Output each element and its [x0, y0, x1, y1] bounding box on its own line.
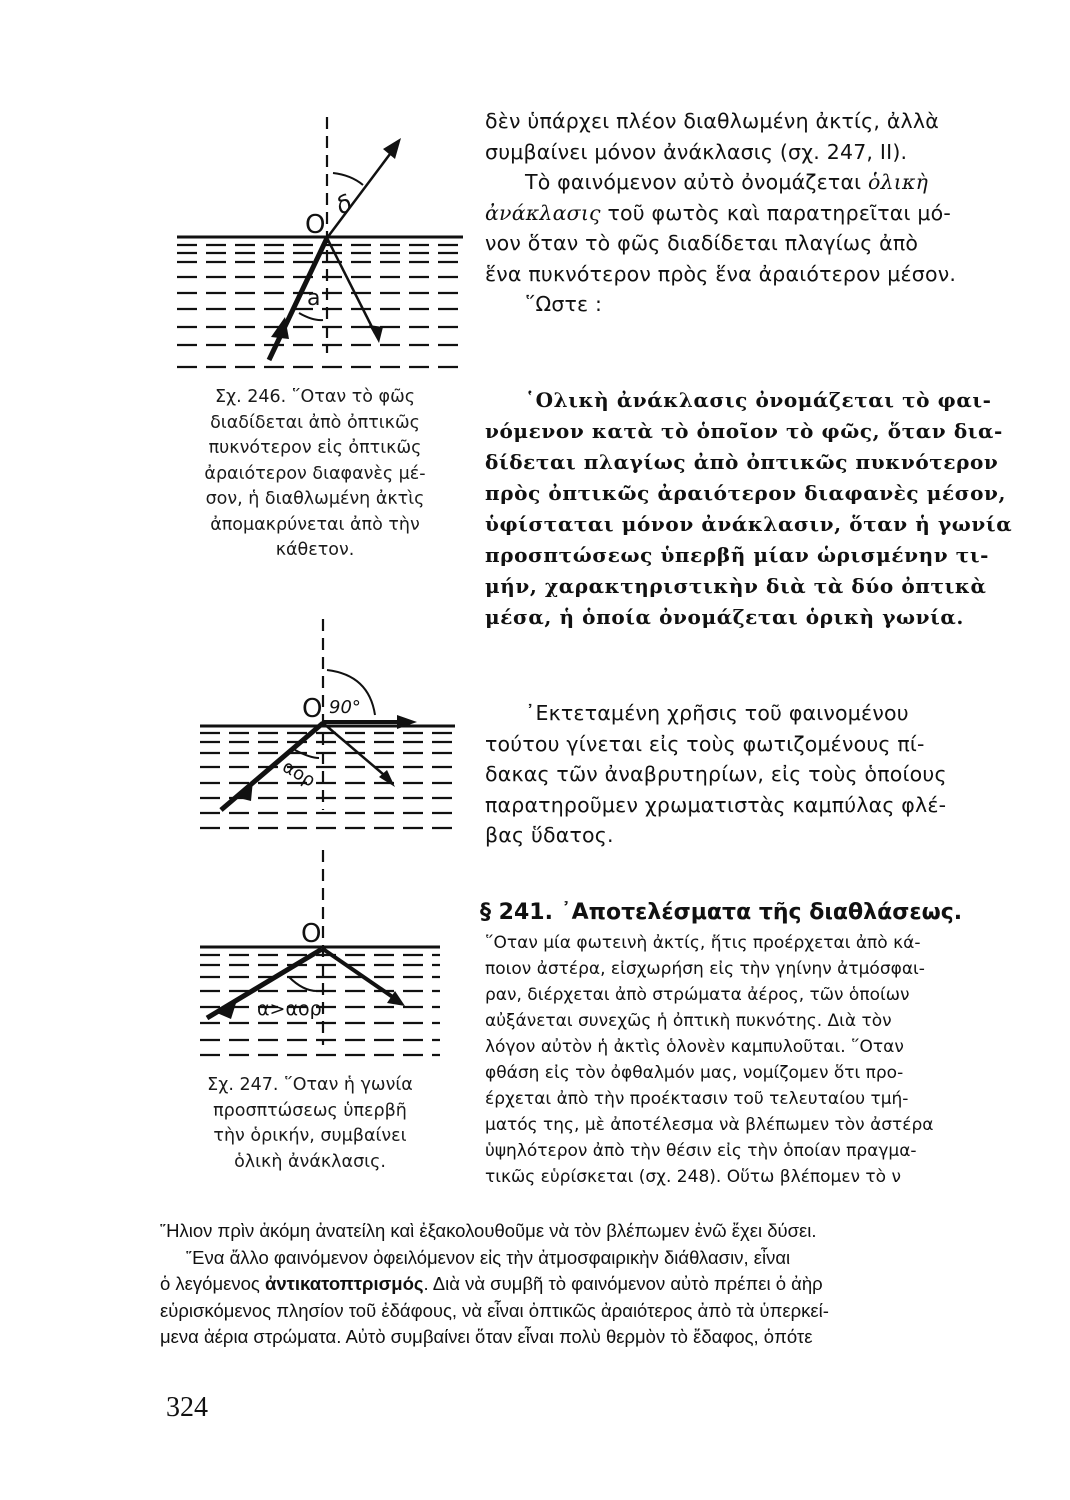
label-90-degrees: 90° [329, 697, 361, 718]
label-origin: O [305, 210, 326, 240]
label-angle-relation: α>αορ [257, 998, 322, 1020]
section-heading: § 241. ᾿Αποτελέσματα τῆς διαθλάσεως. [480, 900, 963, 925]
label-origin: O [302, 694, 323, 724]
figure-247-caption: Σχ. 247. ῞Οταν ἡ γωνία προσπτώσεως ὑπερβῆ τὴν ὁρικήν, συμβαίνει ὁλικὴ ἀνάκλασις. [207, 1075, 413, 1172]
paragraph-fountains: ᾿Εκτεταμένη χρῆσις τοῦ φαινομένου τούτου γίνεται εἰς τοὺς φωτιζομένους πί- δακας τῶν ἀναβρυτηρίων, εἰς τοὺς ὁποίους παρατηροῦμεν χρωματιστὰς καμπύλας φλέ- βας ὕδατος. [485, 701, 947, 847]
line: Τὸ φαινόμενον αὐτὸ ὀνομάζεται ὁλικὴ [525, 170, 929, 194]
full-width-text: ῞Ηλιον πρὶν ἀκόμη ἀνατείλη καὶ ἐξακολουθοῦμε νὰ τὸν βλέπωμεν ἐνῶ ἔχει δύσει. ῞Ενα ἄλλο φαινόμενον ὀφειλόμενον εἰς τὴν ἀτμοσφαιρικὴν διάθλασιν, εἶναι ὁ λεγόμενος ἀντικατοπτρισμός. Διὰ νὰ συμβῆ τὸ φαινόμενον αὐτὸ πρέπει ὁ ἀὴρ εὑρισκόμενος πλησίον τοῦ ἐδάφους, νὰ εἶναι ὀπτικῶς ἀραιότερος ἀπὸ τὰ ὑπερκεί- μενα ἀέρια στρώματα. Αὐτὸ συμβαίνει ὅταν εἶναι πολὺ θερμὸν τὸ ἔδαφος, ὁπότε [160, 1218, 1020, 1351]
section-241-body: ῞Οταν μία φωτεινὴ ἀκτίς, ἥτις προέρχεται ἀπὸ κά- ποιον ἀστέρα, εἰσχωρήση εἰς τὴν γηίνην ἀτμόσφαι- ραν, διέρχεται ἀπὸ στρώματα ἀέρος, τῶν ὁποίων αὐξάνεται συνεχῶς ἡ ὀπτικὴ πυκνότης. Διὰ τὸν λόγον αὐτὸν ἡ ἀκτὶς ὁλονὲν καμπυλοῦται. ῞Οταν φθάση εἰς τὸν ὀφθαλμόν μας, νομίζομεν ὅτι προ- έρχεται ἀπὸ τὴν προέκτασιν τοῦ τελευταίου τμή- ματός της, μὲ ἀποτέλεσμα νὰ βλέπωμεν τὸν ἀστέρα ὑψηλότερον ἀπὸ τὴν θέσιν εἰς τὴν ὁποίαν πραγμα- τικῶς εὑρίσκεται (σχ. 248). Οὕτω βλέπομεν τὸ ν [485, 933, 934, 1187]
paragraph-continuation: δὲν ὑπάρχει πλέον διαθλωμένη ἀκτίς, ἀλλὰ συμβαίνει μόνον ἀνάκλασις (σχ. 247, II). [485, 109, 939, 164]
figure-247-total-reflection-diagram [165, 845, 475, 1060]
definition-total-reflection: ῾Ολικὴ ἀνάκλασις ὀνομάζεται τὸ φαι- νόμενον κατὰ τὸ ὁποῖον τὸ φῶς, ὅταν δια- δίδεται πλαγίως ἀπὸ ὀπτικῶς πυκνότερον πρὸς ὀπτικῶς ἀραιότερον διαφανὲς μέσον, ὑφίσταται μόνον ἀνάκλασιν, ὅταν ἡ γωνία προσπτώσεως ὑπερβῆ μίαν ὡρισμένην τι- μήν, χαρακτηριστικὴν διὰ τὰ δύο ὀπτικὰ μέσα, ἡ ὁποία ὀνομάζεται ὁρικὴ γωνία. [485, 388, 1013, 629]
figure-247-critical-angle-diagram [165, 605, 475, 835]
line: ἀνάκλασις τοῦ φωτὸς καὶ παρατηρεῖται μό- [485, 200, 951, 225]
figure-246-caption: Σχ. 246. ῞Οταν τὸ φῶς διαδίδεται ἀπὸ ὀπτικῶς πυκνότερον εἰς ὀπτικῶς ἀραιότερον διαφανὲς μέ- σον, ἡ διαθλωμένη ἀκτὶς ἀπομακρύνεται ἀπὸ τὴν κάθετον. [204, 387, 426, 560]
label-delta: δ [331, 188, 357, 221]
line: ὁ λεγόμενος ἀντικατοπτρισμός. Διὰ νὰ συμβῆ τὸ φαινόμενον αὐτὸ πρέπει ὁ ἀὴρ [160, 1273, 823, 1294]
page-number: 324 [166, 1392, 208, 1423]
figure-246-refraction-diagram [165, 105, 475, 380]
label-origin: O [301, 919, 322, 949]
term-mirage: ἀντικατοπτρισμός [264, 1273, 424, 1294]
paragraph-total-reflection-intro: Τὸ φαινόμενον αὐτὸ ὀνομάζεται ὁλικὴ ἀνάκλασις τοῦ φωτὸς καὶ παρατηρεῖται μό- νον ὅταν τὸ φῶς διαδίδεται πλαγίως ἀπὸ ἕνα πυκνότερον πρὸς ἕνα ἀραιότερον μέσον. ῞Ωστε : [485, 167, 1025, 320]
label-a: a [307, 286, 321, 311]
label-critical-angle: αορ [278, 756, 319, 792]
